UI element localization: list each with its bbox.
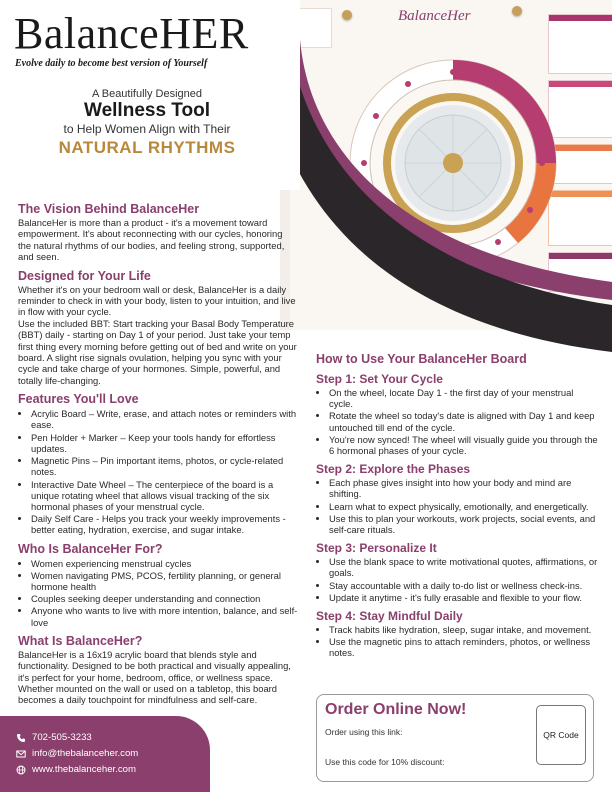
list-item: • Use the blank space to write motivational quotes, affirmations, or goals. — [329, 556, 598, 578]
qr-code-placeholder[interactable] — [536, 705, 586, 765]
vision-title: The Vision Behind BalanceHer — [18, 202, 200, 216]
list-item: • Each phase gives insight into how your body and mind are shifting. — [329, 477, 598, 499]
list-item: • Track habits like hydration, sleep, sugar intake, and movement. — [329, 624, 598, 635]
who-title: Who Is BalanceHer For? — [18, 541, 163, 556]
contact-panel — [0, 716, 210, 792]
right-column — [316, 352, 598, 660]
email-link[interactable]: info@thebalanceher.com — [32, 748, 139, 759]
step-4-number: Step 4: — [316, 609, 357, 624]
mail-icon — [16, 749, 26, 759]
step-3-list — [316, 556, 598, 603]
step-2-heading — [316, 462, 598, 476]
phone-row[interactable] — [16, 732, 92, 743]
list-item: • Stay accountable with a daily to-do list or wellness check-ins. — [329, 580, 598, 591]
hero-line-3: to Help Women Align with Their — [63, 122, 231, 136]
phone-icon — [16, 733, 26, 743]
order-box — [316, 694, 594, 782]
step-4-list — [316, 624, 598, 659]
step-4-title: Stay Mindful Daily — [359, 609, 463, 624]
order-title: Order Online Now! — [325, 701, 467, 718]
list-item: • You're now synced! The wheel will visually guide you through the 6 hormonal phases of your cycle. — [329, 434, 598, 456]
features-list — [18, 408, 298, 535]
phone-number[interactable]: 702-505-3233 — [32, 732, 92, 743]
what-body: BalanceHer is a 16x19 acrylic board that blends style and functionality. Designed to be both practical and visually appealing, it's perfect for your home, bedroom, office, or wellness space. Whether mounted on the wall or used on a tabletop, this board becomes a daily touchpoint for mindfulness and self-care. — [18, 648, 291, 706]
list-item: • On the wheel, locate Day 1 - the first day of your menstrual cycle. — [329, 387, 598, 409]
list-item: • Update it anytime - it's fully erasable and flexible to your flow. — [329, 592, 598, 603]
globe-icon — [16, 765, 26, 775]
brand-title: BalanceHER — [14, 9, 249, 58]
designed-body-2: Use the included BBT: Start tracking your Basal Body Temperature (BBT) daily - starting on Day 1 of your period. Just take your temp first thing every morning before getting out of bed and write on your board. A slight rise signals ovulation, helping you sync with your cycle and take charge of your hormones. Simple, powerful, and totally life-changing. — [18, 317, 297, 386]
howto-title: How to Use Your BalanceHer Board — [316, 352, 527, 366]
list-item: • Women experiencing menstrual cycles — [31, 558, 298, 569]
list-item: • Rotate the wheel so today's date is aligned with Day 1 and keep untouched till end of the cycle. — [329, 410, 598, 432]
list-item: • Interactive Date Wheel – The centerpiece of the board is a unique rotating wheel that allows visual tracking of the six hormonal phases of your menstrual cycle. — [31, 479, 298, 513]
list-item: • Daily Self Care - Helps you track your weekly improvements - better eating, hydration, exercise, and sugar intake. — [31, 513, 298, 535]
designed-body-1: Whether it's on your bedroom wall or desk, BalanceHer is a daily reminder to check in with your body, listen to your intuition, and live in flow with your cycle. — [18, 283, 296, 318]
step-3-heading — [316, 541, 598, 555]
email-row[interactable] — [16, 748, 138, 759]
list-item: • Acrylic Board – Write, erase, and attach notes or reminders with ease. — [31, 408, 298, 430]
website-link[interactable]: www.thebalanceher.com — [32, 764, 136, 775]
brand-tagline: Evolve daily to become best version of Yourself — [15, 58, 208, 69]
what-title: What Is BalanceHer? — [18, 633, 143, 648]
website-row[interactable] — [16, 764, 136, 775]
step-3-title: Personalize It — [359, 541, 437, 556]
list-item: • Use this to plan your workouts, work projects, social events, and self-care rituals. — [329, 513, 598, 535]
list-item: • Learn what to expect physically, emotionally, and energetically. — [329, 501, 598, 512]
hero-heading — [22, 88, 272, 158]
left-column — [18, 196, 298, 706]
step-1-title: Set Your Cycle — [359, 372, 443, 386]
qr-code-label: QR Code — [543, 730, 579, 740]
list-item: • Women navigating PMS, PCOS, fertility planning, or general hormone health — [31, 570, 298, 592]
discount-code-label: Use this code for 10% discount: — [325, 757, 445, 767]
step-2-number: Step 2: — [316, 462, 357, 477]
vision-body: BalanceHer is more than a product - it's a movement toward empowerment. It's about reconnecting with our cycles, honoring the natural rhythms of our bodies, and feeling strong, supported, and seen. — [18, 217, 285, 263]
hero-line-4: NATURAL RHYTHMS — [58, 138, 236, 157]
board-logo-text: BalanceHer — [398, 8, 471, 24]
designed-title: Designed for Your Life — [18, 268, 151, 283]
hero-line-1: A Beautifully Designed — [91, 88, 203, 100]
step-2-list — [316, 477, 598, 535]
list-item: • Anyone who wants to live with more intention, balance, and self-love — [31, 605, 298, 627]
step-4-heading — [316, 609, 598, 623]
features-title: Features You'll Love — [18, 392, 139, 407]
who-list — [18, 558, 298, 628]
list-item: • Couples seeking deeper understanding and connection — [31, 593, 298, 604]
list-item: • Magnetic Pins – Pin important items, photos, or cycle-related notes. — [31, 455, 298, 477]
step-1-number: Step 1: — [316, 372, 357, 386]
hero-line-2: Wellness Tool — [84, 100, 210, 121]
order-link-label: Order using this link: — [325, 727, 403, 737]
list-item: • Use the magnetic pins to attach reminders, photos, or wellness notes. — [329, 636, 598, 658]
step-3-number: Step 3: — [316, 541, 357, 556]
step-1-heading — [316, 372, 598, 386]
list-item: • Pen Holder + Marker – Keep your tools handy for effortless updates. — [31, 432, 298, 454]
step-2-title: Explore the Phases — [359, 462, 471, 477]
step-1-list — [316, 387, 598, 456]
